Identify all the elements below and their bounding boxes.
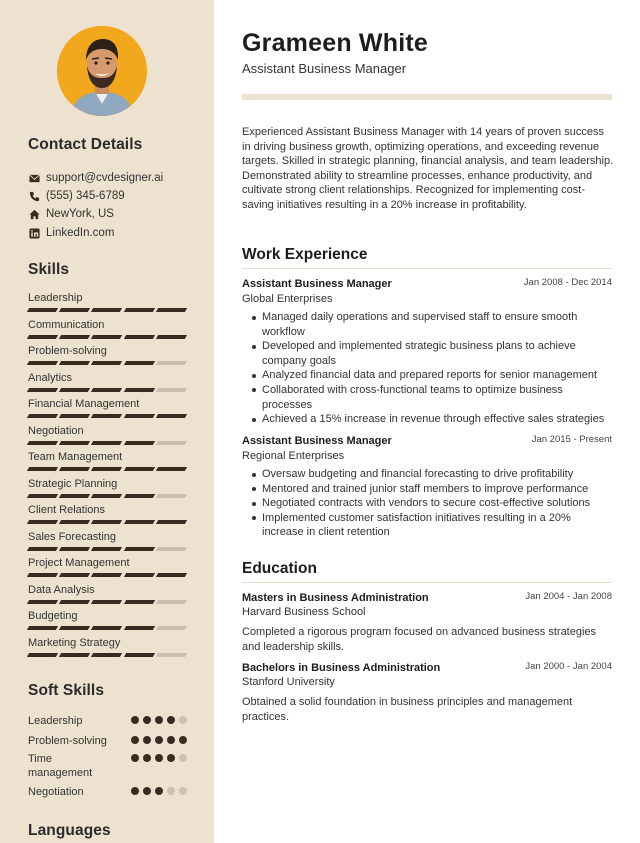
skill-level-segment [91, 441, 123, 445]
skill-level-segment [156, 520, 188, 524]
skill-label: Leadership [28, 292, 83, 304]
skill-level-segment [91, 547, 123, 551]
skill-level-segment [156, 653, 188, 657]
job-1-date: Jan 2008 - Dec 2014 [523, 277, 612, 288]
list-item: Mentored and trained junior staff members to improve performance [250, 482, 612, 497]
rating-dot [143, 716, 151, 724]
skill-level-segment [91, 335, 123, 339]
skill-level-segment [59, 600, 91, 604]
contact-email[interactable] [28, 170, 163, 186]
job-2-date: Jan 2015 - Present [531, 434, 612, 445]
skill-item [28, 557, 186, 583]
skill-level-segment [91, 361, 123, 365]
skill-item [28, 345, 186, 371]
skill-level-bar [28, 520, 186, 524]
skill-level-segment [59, 467, 91, 471]
rating-dot [131, 716, 139, 724]
skill-level-segment [59, 441, 91, 445]
edu-1-desc: Completed a rigorous program focused on advanced business strategies and leadership skills. [242, 626, 597, 653]
work-divider [242, 268, 612, 269]
skill-level-segment [123, 388, 155, 392]
skill-label: Communication [28, 318, 105, 331]
skill-level-segment [59, 494, 91, 498]
list-item: Collaborated with cross-functional teams to optimize business processes [250, 383, 612, 412]
job-1-bullets [250, 310, 612, 427]
skill-item [28, 637, 186, 663]
linkedin-icon [28, 227, 40, 239]
profile-summary: Experienced Assistant Business Manager with 14 years of proven success in driving business growth, optimizing operations, and exceeding revenue targets. Skilled in strategic planning, financial analysis, and team leadership. Demonstrated ability to streamline processes, enhance productivity, and cultivate strong client relationships. Recognized for implementing cost-saving initiatives resulting in a 20% increase in profitability. [242, 126, 614, 211]
skill-label: Negotiation [28, 424, 84, 437]
skill-level-segment [123, 600, 155, 604]
skill-level-segment [156, 441, 188, 445]
rating-dot [131, 754, 139, 762]
skill-level-segment [91, 414, 123, 418]
skill-item [28, 372, 186, 398]
skill-level-segment [91, 573, 123, 577]
skill-level-segment [59, 335, 91, 339]
edu-2-degree: Bachelors in Business Administration [242, 662, 441, 674]
edu-2-date: Jan 2000 - Jan 2004 [525, 661, 612, 672]
skill-level-segment [27, 494, 59, 498]
work-heading: Work Experience [242, 246, 368, 263]
skill-item [28, 504, 186, 530]
person-photo [57, 26, 147, 116]
skill-level-segment [59, 547, 91, 551]
soft-skill-rating [131, 716, 187, 724]
skill-level-segment [91, 494, 123, 498]
candidate-name: Grameen White [242, 29, 428, 57]
skill-level-bar [28, 573, 186, 577]
contact-linkedin-text: LinkedIn.com [46, 227, 115, 239]
skill-item [28, 478, 186, 504]
skill-item [28, 425, 186, 451]
soft-skill-rating [131, 787, 187, 795]
list-item: Oversaw budgeting and financial forecasting to drive profitability [250, 467, 612, 482]
skill-level-segment [91, 600, 123, 604]
skill-level-bar [28, 335, 186, 339]
contact-heading: Contact Details [28, 136, 143, 153]
skill-level-segment [27, 547, 59, 551]
skill-level-bar [28, 414, 186, 418]
envelope-icon [28, 172, 40, 184]
languages-heading: Languages [28, 822, 111, 839]
skill-level-segment [91, 467, 123, 471]
skill-level-segment [27, 441, 59, 445]
skill-level-segment [27, 600, 59, 604]
skill-item [28, 292, 186, 318]
skill-level-segment [59, 414, 91, 418]
rating-dot [167, 787, 175, 795]
skill-item [28, 319, 186, 345]
skill-level-segment [156, 547, 188, 551]
skill-label: Client Relations [28, 504, 106, 516]
rating-dot [155, 736, 163, 744]
job-1-org: Global Enterprises [242, 293, 333, 305]
skill-label: Strategic Planning [28, 477, 118, 490]
header-divider [242, 94, 612, 100]
skill-level-bar [28, 467, 186, 471]
skill-level-segment [156, 600, 188, 604]
skill-level-segment [91, 308, 123, 312]
rating-dot [167, 754, 175, 762]
education-heading: Education [242, 560, 317, 577]
phone-icon [28, 190, 40, 202]
candidate-role: Assistant Business Manager [242, 61, 407, 76]
skill-level-segment [123, 626, 155, 630]
skill-level-segment [27, 308, 59, 312]
skill-label: Financial Management [28, 398, 140, 410]
skill-level-segment [91, 388, 123, 392]
list-item: Managed daily operations and supervised staff to ensure smooth workflow [250, 310, 612, 339]
rating-dot [179, 754, 187, 762]
job-1-title: Assistant Business Manager [242, 278, 392, 290]
skill-level-bar [28, 600, 186, 604]
skill-level-segment [123, 335, 155, 339]
rating-dot [155, 716, 163, 724]
skill-level-segment [91, 520, 123, 524]
skill-level-segment [27, 388, 59, 392]
soft-skill-rating [131, 754, 187, 762]
skill-level-segment [123, 441, 155, 445]
contact-email-text: support@cvdesigner.ai [46, 172, 164, 184]
skill-level-segment [156, 626, 188, 630]
skill-level-segment [91, 626, 123, 630]
rating-dot [143, 754, 151, 762]
rating-dot [143, 787, 151, 795]
skill-level-segment [27, 573, 59, 577]
skill-level-segment [156, 335, 188, 339]
skill-item [28, 398, 186, 424]
skill-level-segment [27, 335, 59, 339]
skill-level-segment [123, 361, 155, 365]
skill-label: Problem-solving [28, 345, 107, 357]
skill-item [28, 451, 186, 477]
skill-level-segment [59, 573, 91, 577]
soft-skill-rating [131, 736, 187, 744]
edu-1-school: Harvard Business School [242, 606, 366, 618]
rating-dot [179, 736, 187, 744]
skill-level-segment [59, 626, 91, 630]
rating-dot [131, 787, 139, 795]
rating-dot [167, 736, 175, 744]
skills-heading: Skills [28, 261, 70, 278]
job-2-org: Regional Enterprises [242, 450, 345, 462]
skill-level-segment [27, 626, 59, 630]
skill-level-bar [28, 308, 186, 312]
education-divider [242, 582, 612, 583]
soft-skill-label: Negotiation [28, 786, 84, 798]
contact-linkedin[interactable] [28, 225, 114, 241]
skill-level-segment [123, 573, 155, 577]
list-item: Negotiated contracts with vendors to secure cost-effective solutions [250, 496, 612, 511]
skill-level-segment [59, 520, 91, 524]
skill-item [28, 531, 186, 557]
list-item: Developed and implemented strategic business plans to achieve company goals [250, 339, 612, 368]
skill-label: Marketing Strategy [28, 636, 121, 649]
edu-2-desc: Obtained a solid foundation in business principles and management practices. [242, 696, 573, 723]
edu-1-date: Jan 2004 - Jan 2008 [525, 591, 612, 602]
skill-level-segment [156, 388, 188, 392]
skill-level-segment [156, 414, 188, 418]
avatar [57, 26, 147, 116]
skill-level-bar [28, 626, 186, 630]
skill-level-segment [123, 520, 155, 524]
sidebar [0, 0, 214, 843]
soft-skill-label: Time management [28, 753, 93, 779]
skill-level-segment [123, 547, 155, 551]
home-icon [28, 208, 40, 220]
skill-level-bar [28, 547, 186, 551]
skill-level-segment [27, 653, 59, 657]
skill-level-segment [156, 494, 188, 498]
skill-level-segment [27, 520, 59, 524]
edu-2-school: Stanford University [242, 676, 335, 688]
skill-label: Team Management [28, 451, 123, 463]
job-2-bullets [250, 467, 612, 540]
list-item: Achieved a 15% increase in revenue through effective sales strategies [250, 412, 612, 427]
skill-level-segment [156, 573, 188, 577]
skill-level-segment [59, 308, 91, 312]
skill-item [28, 584, 186, 610]
skill-level-segment [59, 388, 91, 392]
rating-dot [179, 716, 187, 724]
rating-dot [131, 736, 139, 744]
skill-level-segment [123, 308, 155, 312]
rating-dot [179, 787, 187, 795]
edu-1-degree: Masters in Business Administration [242, 592, 429, 604]
skill-level-bar [28, 388, 186, 392]
skill-level-bar [28, 441, 186, 445]
skill-level-segment [123, 414, 155, 418]
skill-level-segment [156, 467, 188, 471]
job-2-title: Assistant Business Manager [242, 435, 392, 447]
skill-level-segment [91, 653, 123, 657]
skill-label: Project Management [28, 557, 130, 569]
list-item: Implemented customer satisfaction initiatives resulting in a 20% increase in client retention [250, 511, 612, 540]
skill-level-segment [59, 361, 91, 365]
skill-level-bar [28, 361, 186, 365]
rating-dot [155, 754, 163, 762]
skill-level-segment [156, 308, 188, 312]
skill-level-segment [123, 653, 155, 657]
contact-location-text: NewYork, US [46, 208, 114, 220]
soft-skill-label: Problem-solving [28, 735, 107, 747]
skill-label: Budgeting [28, 610, 78, 622]
skill-level-bar [28, 494, 186, 498]
rating-dot [167, 716, 175, 724]
contact-location [28, 206, 114, 222]
contact-phone-text: (555) 345-6789 [46, 190, 125, 202]
skill-level-segment [156, 361, 188, 365]
skill-level-segment [59, 653, 91, 657]
skill-level-segment [27, 361, 59, 365]
soft-skills-heading: Soft Skills [28, 682, 105, 699]
skill-level-segment [27, 414, 59, 418]
skill-label: Analytics [28, 371, 73, 384]
skill-label: Sales Forecasting [28, 530, 117, 543]
skill-label: Data Analysis [28, 583, 95, 596]
soft-skill-label: Leadership [28, 715, 83, 727]
contact-phone[interactable] [28, 188, 125, 204]
skill-level-bar [28, 653, 186, 657]
rating-dot [143, 736, 151, 744]
rating-dot [155, 787, 163, 795]
skill-level-segment [27, 467, 59, 471]
skill-level-segment [123, 494, 155, 498]
skill-level-segment [123, 467, 155, 471]
skill-item [28, 610, 186, 636]
list-item: Analyzed financial data and prepared reports for senior management [250, 368, 612, 383]
